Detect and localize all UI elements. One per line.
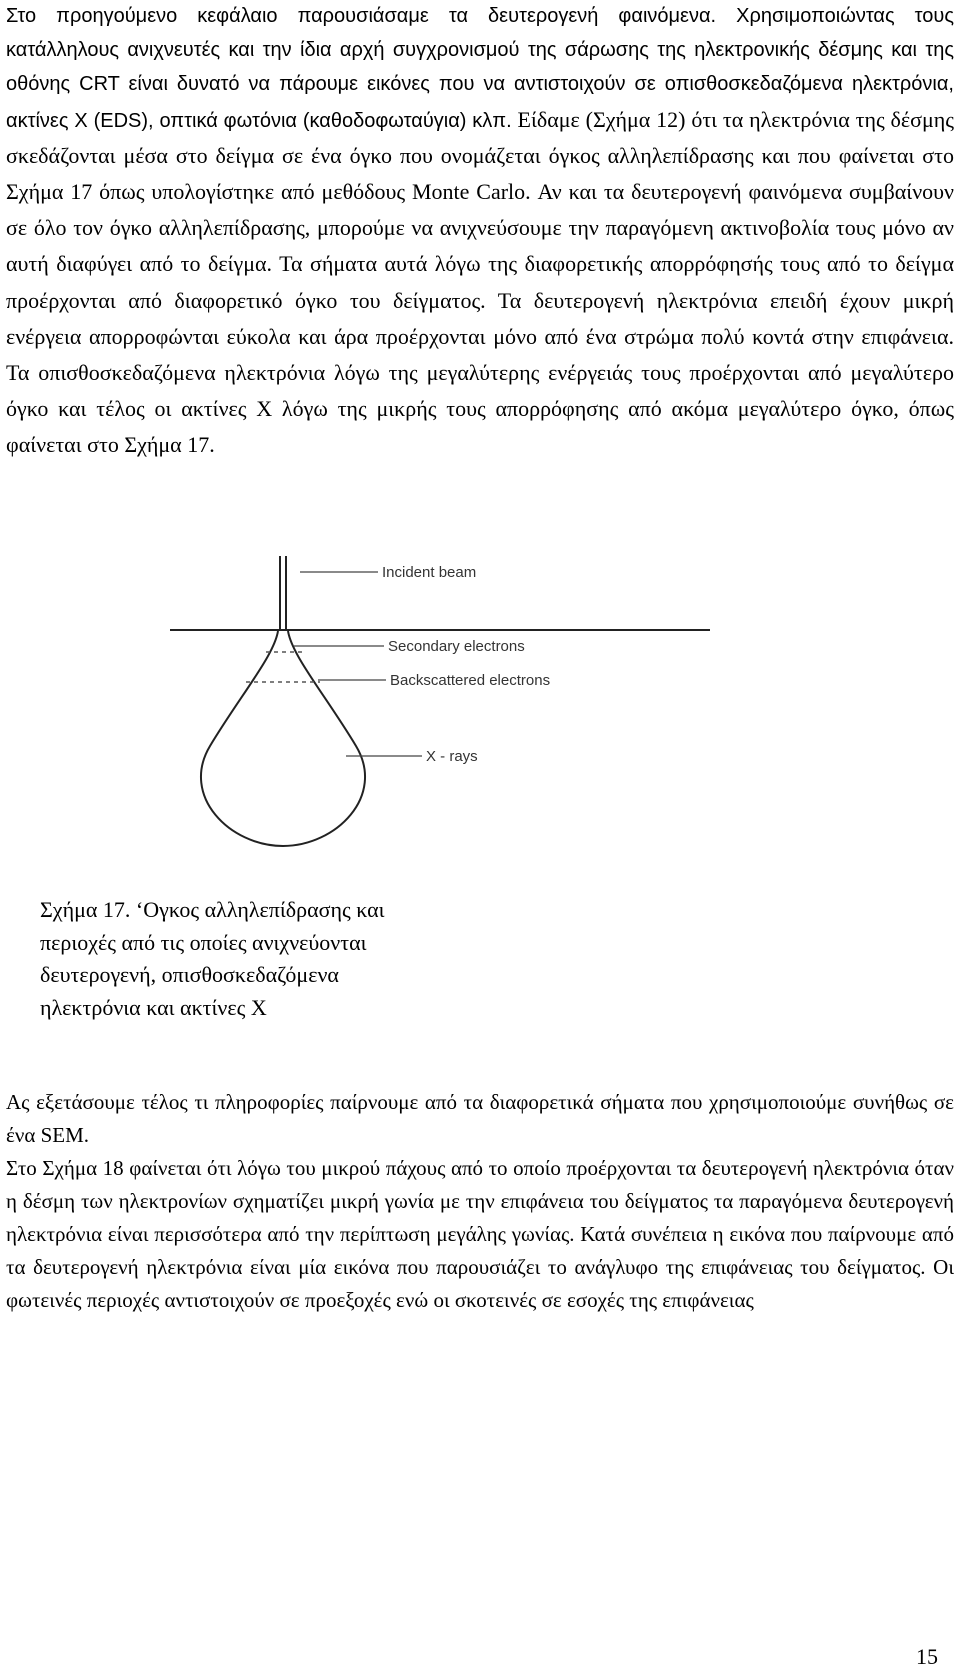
paragraph-intro-sans-part: Στο προηγούμενο κεφάλαιο παρουσιάσαμε τα δευτερογενή φαινόμενα. Χρησιμοποιώντας τους κατάλληλους ανιχνευτές και την ίδια αρχή συγχρονισμού της σάρωσης της ηλεκτρονικής δέσμης και της οθόνης CRT είναι δυνατό να πάρουμε εικόνες που να αντιστοιχούν σε οπισθοσκεδαζόμενα ηλεκτρόνια, ακτίνες X (EDS), οπτικά φωτόνια (καθοδοφωταύγια) κλπ. bbox=[6, 5, 954, 132]
x-rays-label: X - rays bbox=[426, 748, 478, 765]
incident-beam-label: Incident beam bbox=[382, 564, 477, 581]
interaction-volume-outline bbox=[201, 631, 365, 846]
caption-line: Σχήμα 17. ‘Ογκος αλληλεπίδρασης και bbox=[40, 897, 385, 922]
caption-line: ηλεκτρόνια και ακτίνες X bbox=[40, 994, 267, 1020]
interaction-volume-figure bbox=[170, 556, 730, 856]
figure-caption bbox=[40, 894, 480, 1024]
page-number: 15 bbox=[916, 1644, 938, 1669]
interaction-volume-diagram bbox=[170, 556, 730, 856]
paragraph-signals bbox=[6, 1086, 954, 1317]
paragraph-intro bbox=[6, 0, 954, 465]
paragraph-signals-body: Στο Σχήμα 18 φαίνεται ότι λόγω του μικρού πάχους από το οποίο προέρχονται τα δευτερογενή ηλεκτρόνια όταν η δέσμη των ηλεκτρονίων σχηματίζει μικρή γωνία με την επιφάνεια του δείγματος τα παραγόμενα δευτερογενή ηλεκτρόνια είναι περισσότερα από την περίπτωση μεγάλης γωνίας. Κατά συνέπεια η εικόνα που παίρνουμε από τα δευτερογενή ηλεκτρόνια είναι μία εικόνα που παρουσιάζει το ανάγλυφο της επιφάνειας του δείγματος. Οι φωτεινές περιοχές αντιστοιχούν σε προεξοχές ενώ οι σκοτεινές σε εσοχές της επιφάνειας bbox=[6, 1156, 954, 1312]
backscattered-electrons-label: Backscattered electrons bbox=[390, 672, 551, 689]
caption-line: δευτερογενή, οπισθοσκεδαζόμενα bbox=[40, 962, 339, 988]
paragraph-signals-intro: Ας εξετάσουμε τέλος τι πληροφορίες παίρνουμε από τα διαφορετικά σήματα που χρησιμοποιούμε συνήθως σε ένα SEM. bbox=[6, 1090, 954, 1147]
paragraph-intro-serif-part: Είδαμε (Σχήμα 12) ότι τα ηλεκτρόνια της δέσμης σκεδάζονται μέσα στο δείγμα σε ένα όγκο που ονομάζεται όγκος αλληλεπίδρασης και που φαίνεται στο Σχήμα 17 όπως υπολογίστηκε από μεθόδους Monte Carlo. Αν και τα δευτερογενή φαινόμενα συμβαίνουν σε όλο τον όγκο αλληλεπίδρασης, μπορούμε να ανιχνεύσουμε την παραγόμενη ακτινοβολία τους μόνο αν αυτή διαφύγει από το δείγμα. Τα σήματα αυτά λόγω της διαφορετικής απορρόφησής τους από το δείγμα προέρχονται από διαφορετικό όγκο του δείγματος. Τα δευτερογενή ηλεκτρόνια επειδή έχουν μικρή ενέργεια απορροφώνται εύκολα και άρα προέρχονται μόνο από ένα στρώμα πολύ κοντά στην επιφάνεια. Τα οπισθοσκεδαζόμενα ηλεκτρόνια λόγω της μεγαλύτερης ενέργειάς τους προέρχονται από μεγαλύτερο όγκο και τέλος οι ακτίνες X λόγω της μικρής τους απορρόφησης από ακόμα μεγαλύτερο όγκο, όπως φαίνεται στο Σχήμα 17. bbox=[6, 106, 954, 458]
secondary-electrons-label: Secondary electrons bbox=[388, 638, 525, 655]
caption-line: περιοχές από τις οποίες ανιχνεύονται bbox=[40, 929, 367, 955]
